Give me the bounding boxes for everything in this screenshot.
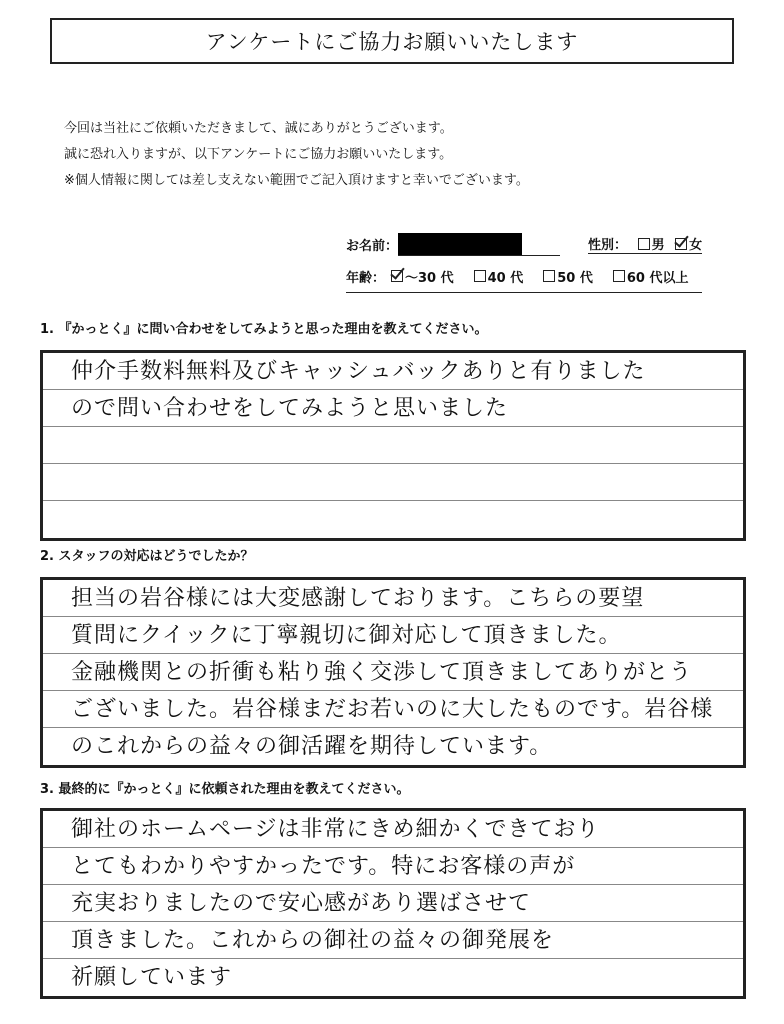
question-2: 2. スタッフの対応はどうでしたか？	[40, 549, 254, 564]
survey-title: アンケートにご協力お願いいたします	[50, 18, 734, 64]
answer-line: 頂きました。これからの御社の益々の御発展を	[43, 922, 743, 959]
answer-line: 御社のホームページは非常にきめ細かくできており	[43, 811, 743, 848]
answer-box-1[interactable]	[40, 350, 746, 541]
age-60plus-checkbox[interactable]	[613, 270, 625, 282]
answer-line: 質問にクイックに丁寧親切に御対応して頂きました。	[43, 617, 743, 654]
answer-box-3[interactable]	[40, 808, 746, 999]
age-40s-checkbox[interactable]	[474, 270, 486, 282]
age-field	[346, 260, 702, 293]
gender-label: 性別：	[588, 238, 628, 253]
answer-line: とてもわかりやすかったです。特にお客様の声が	[43, 848, 743, 885]
intro-line: 今回は当社にご依頼いただきまして、誠にありがとうございます。	[64, 121, 453, 136]
age-40s-label: 40 代	[487, 270, 524, 286]
answer-line: ございました。岩谷様まだお若いのに大したものです。岩谷様	[43, 691, 743, 728]
answer-line: のこれからの益々の御活躍を期待しています。	[71, 734, 553, 759]
answer-line	[43, 427, 743, 464]
answer-line: 担当の岩谷様には大変感謝しております。こちらの要望	[43, 580, 743, 617]
answer-line	[43, 464, 743, 501]
age-under30-label: ～30 代	[405, 270, 454, 286]
question-3: 3. 最終的に『かっとく』に依頼された理由を教えてください。	[40, 782, 410, 797]
gender-female-label: 女	[689, 238, 703, 253]
question-1: 1. 『かっとく』に問い合わせをしてみようと思った理由を教えてください。	[40, 322, 488, 337]
gender-field	[588, 234, 702, 254]
age-50s-checkbox[interactable]	[543, 270, 555, 282]
gender-male-checkbox[interactable]	[638, 238, 650, 250]
answer-line	[43, 501, 743, 538]
answer-line: 祈願しています	[71, 965, 233, 990]
answer-line: 金融機関との折衝も粘り強く交渉して頂きましてありがとう	[43, 654, 743, 691]
intro-line: ※個人情報に関しては差し支えない範囲でご記入頂けますと幸いでございます。	[64, 173, 529, 188]
intro-line: 誠に恐れ入りますが、以下アンケートにご協力お願いいたします。	[64, 147, 453, 162]
intro-text	[64, 116, 529, 194]
gender-male-label: 男	[651, 238, 665, 253]
age-50s-label: 50 代	[557, 270, 593, 286]
answer-line: ので問い合わせをしてみようと思いました	[43, 390, 743, 427]
gender-female-checkbox[interactable]	[675, 238, 687, 250]
answer-line: 仲介手数料無料及びキャッシュバックありと有りました	[43, 353, 743, 390]
answer-box-2[interactable]	[40, 577, 746, 768]
name-label: お名前：	[346, 238, 399, 254]
redacted-name	[398, 233, 522, 255]
age-60plus-label: 60 代以上	[626, 270, 689, 286]
answer-line: 充実おりましたので安心感があり選ばさせて	[43, 885, 743, 922]
name-field[interactable]	[398, 233, 560, 256]
respondent-info	[346, 228, 702, 293]
age-under30-checkbox[interactable]	[391, 270, 403, 282]
age-label: 年齢：	[346, 270, 386, 286]
